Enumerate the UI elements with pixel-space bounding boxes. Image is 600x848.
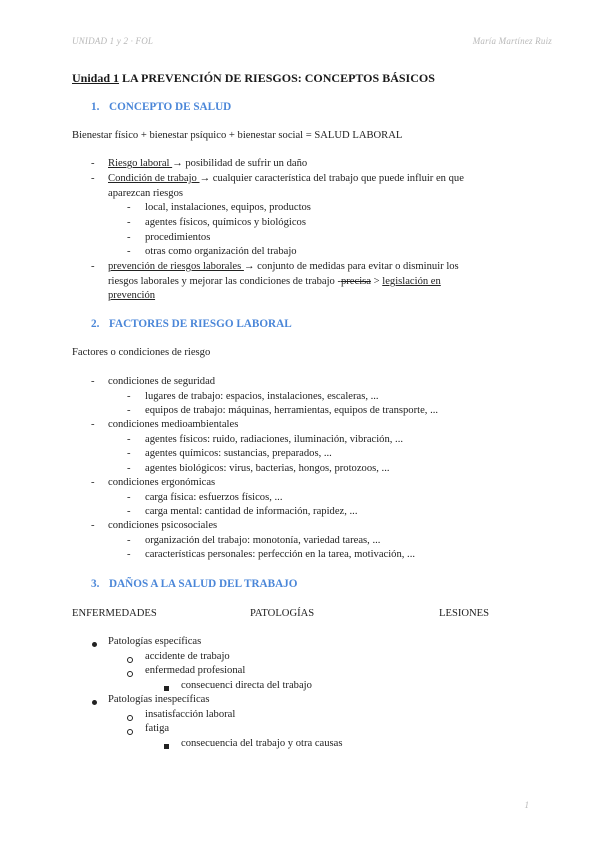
dash-marker: - [91, 158, 95, 169]
group-label: condiciones medioambientales [108, 419, 239, 430]
condicion-trabajo-cont: aparezcan riesgos [108, 188, 183, 199]
dash-marker: - [127, 492, 131, 503]
prevencion-cont [108, 276, 441, 287]
section-title: DAÑOS A LA SALUD DEL TRABAJO [109, 578, 298, 590]
factores-intro: Factores o condiciones de riesgo [72, 347, 211, 358]
col-patologias: PATOLOGÍAS [250, 608, 315, 619]
dash-marker: - [127, 217, 131, 228]
dash-marker: - [91, 261, 95, 272]
header-right: María Martínez Ruiz [472, 36, 552, 46]
dash-marker: - [127, 448, 131, 459]
group-label: condiciones de seguridad [108, 376, 216, 387]
dash-marker: - [127, 246, 131, 257]
definition: → conjunto de medidas para evitar o disminuir los [243, 261, 459, 272]
dash-marker: - [127, 535, 131, 546]
page-number: 1 [524, 800, 529, 810]
list-item: consecuencia del trabajo y otra causas [181, 738, 343, 749]
section-heading-1 [91, 101, 231, 113]
dash-marker: - [127, 549, 131, 560]
bullet-dot [92, 700, 97, 705]
unit-label: Unidad 1 [72, 71, 120, 85]
dash-marker: - [91, 419, 95, 430]
definition: → posibilidad de sufrir un daño [172, 158, 308, 169]
page-title [72, 71, 435, 86]
list-item: agentes químicos: sustancias, preparados, ... [145, 448, 332, 459]
dash-marker: - [127, 405, 131, 416]
group-label: condiciones psicosociales [108, 520, 218, 531]
dash-marker: - [127, 391, 131, 402]
dash-marker: - [127, 232, 131, 243]
section-number: 2. [91, 318, 100, 330]
col-lesiones: LESIONES [439, 608, 490, 619]
list-item: características personales: perfección en la tarea, motivación, ... [145, 549, 416, 560]
dash-marker: - [91, 173, 95, 184]
dash-marker: - [127, 434, 131, 445]
dash-marker: - [127, 506, 131, 517]
riesgo-laboral-item [108, 158, 307, 169]
bullet-circle [127, 729, 133, 735]
list-item: enfermedad profesional [145, 665, 246, 676]
bullet-square [164, 744, 169, 749]
term: Riesgo laboral [108, 158, 173, 169]
section-number: 3. [91, 578, 100, 590]
list-item: local, instalaciones, equipos, productos [145, 202, 311, 213]
list-item: agentes físicos: ruido, radiaciones, iluminación, vibración, ... [145, 434, 404, 445]
dash-marker: - [91, 477, 95, 488]
section-title: FACTORES DE RIESGO LABORAL [109, 318, 292, 330]
section-number: 1. [91, 101, 100, 113]
dash-marker: - [127, 202, 131, 213]
salud-formula: Bienestar físico + bienestar psíquico + bienestar social = SALUD LABORAL [72, 130, 403, 141]
list-item: insatisfacción laboral [145, 709, 236, 720]
list-item: accidente de trabajo [145, 651, 230, 662]
text: > [370, 276, 383, 287]
patologias-inespecificas: Patologías inespecíficas [108, 694, 210, 705]
legislacion-link: legislación en [382, 276, 441, 287]
list-item: fatiga [145, 723, 170, 734]
legislacion-link-cont: prevención [108, 290, 156, 301]
text: riesgos laborales y mejorar las condiciones de trabajo - [108, 276, 341, 287]
col-enfermedades: ENFERMEDADES [72, 608, 157, 619]
list-item: lugares de trabajo: espacios, instalaciones, escaleras, ... [145, 391, 379, 402]
group-label: condiciones ergonómicas [108, 477, 216, 488]
list-item: carga mental: cantidad de información, rapidez, ... [145, 506, 358, 517]
term: Condición de trabajo [108, 173, 200, 184]
dash-marker: - [91, 520, 95, 531]
dash-marker: - [127, 463, 131, 474]
header-left: UNIDAD 1 y 2 · FOL [72, 36, 154, 46]
section-title: CONCEPTO DE SALUD [109, 101, 232, 113]
bullet-square [164, 686, 169, 691]
term: prevención de riesgos laborales [108, 261, 244, 272]
prevencion-item [108, 261, 459, 272]
list-item: carga física: esfuerzos físicos, ... [145, 492, 283, 503]
list-item: agentes biológicos: virus, bacterias, hongos, protozoos, ... [145, 463, 390, 474]
list-item: equipos de trabajo: máquinas, herramientas, equipos de transporte, ... [145, 405, 439, 416]
list-item: organización del trabajo: monotonía, variedad tareas, ... [145, 535, 381, 546]
list-item: otras como organización del trabajo [145, 246, 297, 257]
patologias-especificas: Patologías específicas [108, 636, 202, 647]
bullet-circle [127, 715, 133, 721]
bullet-dot [92, 642, 97, 647]
list-item: agentes físicos, químicos y biológicos [145, 217, 306, 228]
list-item: consecuenci directa del trabajo [181, 680, 312, 691]
title-text: LA PREVENCIÓN DE RIESGOS: CONCEPTOS BÁSICOS [119, 71, 435, 85]
section-heading-2 [91, 318, 292, 330]
dash-marker: - [91, 376, 95, 387]
section-heading-3 [91, 578, 297, 590]
definition: → cualquier característica del trabajo que puede influir en que [199, 173, 464, 184]
bullet-circle [127, 657, 133, 663]
struck-text: precisa [340, 276, 371, 287]
list-item: procedimientos [145, 232, 211, 243]
condicion-trabajo-item [108, 173, 464, 184]
bullet-circle [127, 671, 133, 677]
